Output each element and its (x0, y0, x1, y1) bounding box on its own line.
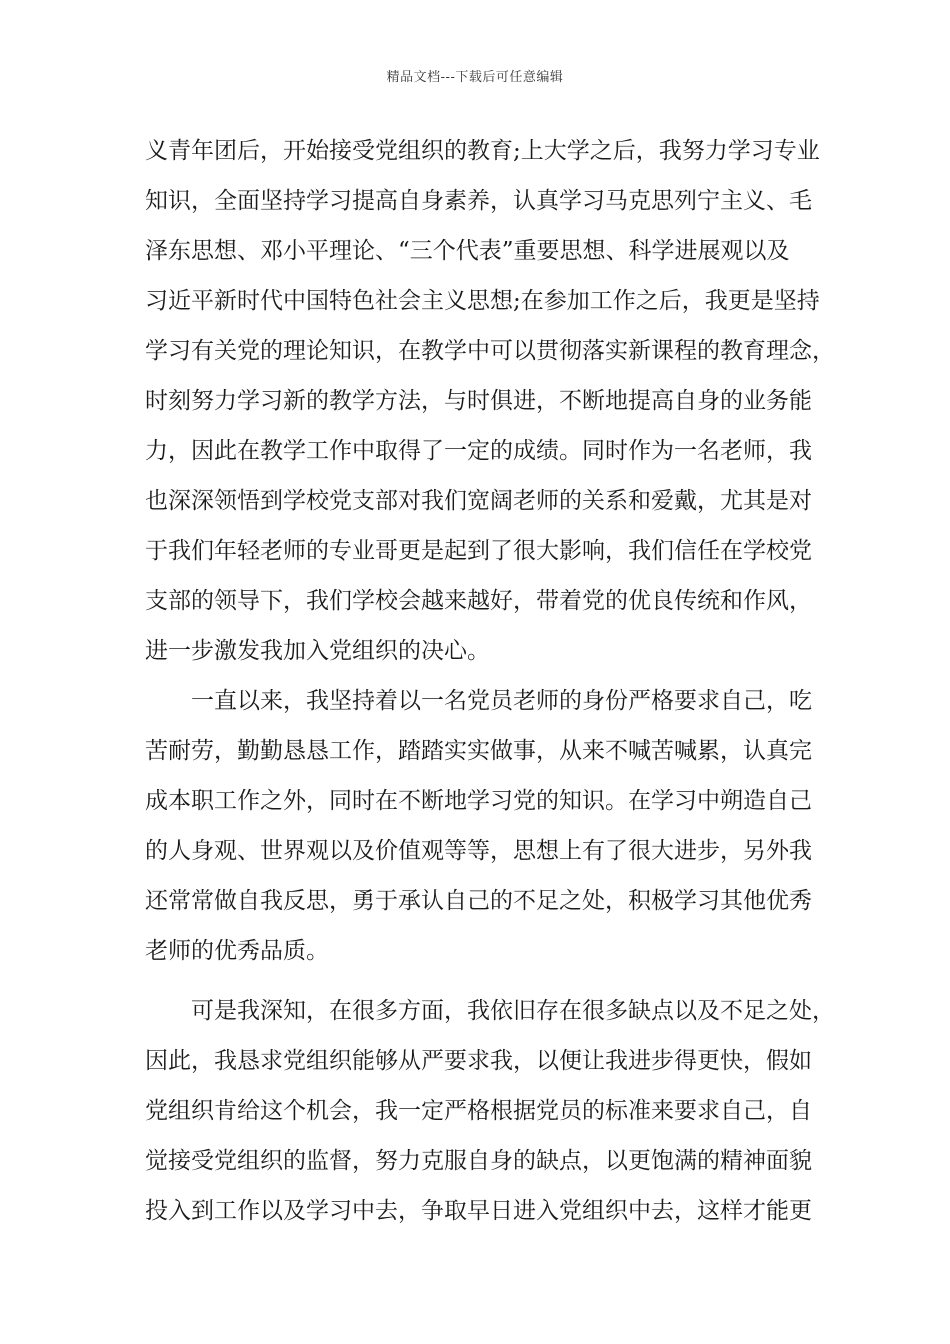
text-line: 义青年团后，开始接受党组织的教育;上大学之后，我努力学习专业 (145, 138, 820, 164)
text-line: 一直以来，我坚持着以一名党员老师的身份严格要求自己，吃 (145, 688, 812, 714)
text-line: 因此，我恳求党组织能够从严要求我，以便让我进步得更快，假如 (145, 1048, 812, 1074)
text-line: 支部的领导下，我们学校会越来越好，带着党的优良传统和作风， (145, 588, 812, 614)
paragraph-spacer (145, 976, 825, 986)
text-line: 成本职工作之外，同时在不断地学习党的知识。在学习中朔造自己 (145, 788, 812, 814)
paragraph-1 (145, 126, 835, 676)
text-line: 老师的优秀品质。 (145, 938, 329, 964)
text-line: 投入到工作以及学习中去，争取早日进入党组织中去，这样才能更 (145, 1198, 812, 1224)
text-line: 泽东思想、邓小平理论、“三个代表”重要思想、科学进展观以及 (145, 238, 790, 264)
text-line: 力，因此在教学工作中取得了一定的成绩。同时作为一名老师，我 (145, 438, 812, 464)
text-line: 的人身观、世界观以及价值观等等，思想上有了很大进步，另外我 (145, 838, 812, 864)
text-line: 于我们年轻老师的专业哥更是起到了很大影响，我们信任在学校党 (145, 538, 812, 564)
text-line: 学习有关党的理论知识，在教学中可以贯彻落实新课程的教育理念， (145, 338, 835, 364)
document-body (145, 126, 835, 1236)
text-line: 还常常做自我反思，勇于承认自己的不足之处，积极学习其他优秀 (145, 888, 812, 914)
text-line: 觉接受党组织的监督，努力克服自身的缺点，以更饱满的精神面貌 (145, 1148, 812, 1174)
text-line: 习近平新时代中国特色社会主义思想;在参加工作之后，我更是坚持 (145, 288, 820, 314)
text-line: 也深深领悟到学校党支部对我们宽阔老师的关系和爱戴，尤其是对 (145, 488, 812, 514)
text-line: 知识，全面坚持学习提高自身素养，认真学习马克思列宁主义、毛 (145, 188, 812, 214)
paragraph-2 (145, 676, 825, 976)
text-line: 进一步激发我加入党组织的决心。 (145, 638, 490, 664)
text-line: 时刻努力学习新的教学方法，与时俱进，不断地提高自身的业务能 (145, 388, 812, 414)
page-header: 精品文档---下载后可任意编辑 (386, 70, 564, 85)
text-line: 党组织肯给这个机会，我一定严格根据党员的标准来要求自己，自 (145, 1098, 812, 1124)
text-line: 苦耐劳，勤勤恳恳工作，踏踏实实做事，从来不喊苦喊累，认真完 (145, 738, 812, 764)
paragraph-3 (145, 986, 835, 1236)
text-line: 可是我深知，在很多方面，我依旧存在很多缺点以及不足之处， (145, 998, 835, 1024)
